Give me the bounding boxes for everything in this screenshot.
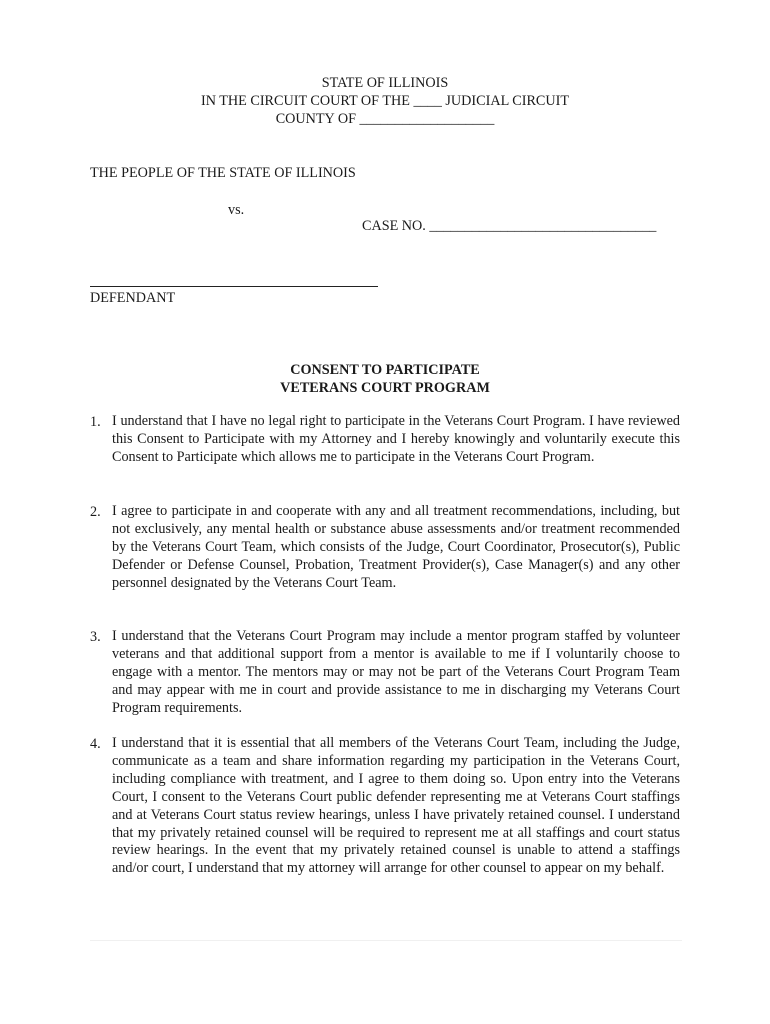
header-county: COUNTY OF ___________________ [275, 111, 495, 127]
case-number-field: CASE NO. ________________________________ [362, 218, 657, 234]
list-item-text: I understand that it is essential that all members of the Veterans Court Team, including the Judge, communicate as a team and share information regarding my participation in the Veterans Court, including compliance with treatment, and I agree to them doing so. Upon entry into the Veterans Court, I consent to the Veterans Court public defender representing me at Veterans Court staffings and at Veterans Court status review hearings, unless I have privately retained counsel. I understand that my privately retained counsel will be required to represent me at all staffings and court status review hearings. In the event that my privately retained counsel is unable to attend a staffings and/or court, I understand that my attorney will arrange for other counsel to appear on my behalf. [112, 735, 680, 877]
document-title-line-2: VETERANS COURT PROGRAM [280, 380, 490, 396]
list-item-text: I understand that the Veterans Court Program may include a mentor program staffed by volunteer veterans and that additional support from a mentor is available to me if I voluntarily choose to engage with a mentor. The mentors may or may not be part of the Veterans Court Program Team and may appear with me in court and provide assistance to me in discharging my Veterans Court Program requirements. [112, 628, 680, 716]
plaintiff-name: THE PEOPLE OF THE STATE OF ILLINOIS [90, 165, 356, 181]
list-item-number: 2. [90, 504, 101, 520]
list-item-text: I agree to participate in and cooperate with any and all treatment recommendations, including, but not exclusively, any mental health or substance abuse assessments and/or treatment recommended by the Veterans Court Team, which consists of the Judge, Court Coordinator, Prosecutor(s), Public Defender or Defense Counsel, Probation, Treatment Provider(s), Case Manager(s) and any other personnel designated by the Veterans Court Team. [112, 503, 680, 591]
list-item-text: I understand that I have no legal right to participate in the Veterans Court Program. I have reviewed this Consent to Participate with my Attorney and I hereby knowingly and voluntarily execute this Consent to Participate which allows me to participate in the Veterans Court Program. [112, 413, 680, 465]
defendant-label: DEFENDANT [90, 290, 176, 306]
defendant-name-line [90, 286, 378, 287]
versus-label: vs. [228, 202, 245, 218]
document-title-line-1: CONSENT TO PARTICIPATE [290, 362, 480, 378]
list-item-number: 1. [90, 414, 101, 430]
header-circuit-court: IN THE CIRCUIT COURT OF THE ____ JUDICIAL CIRCUIT [200, 93, 570, 109]
page-bottom-divider [90, 940, 682, 941]
list-item-number: 4. [90, 736, 101, 752]
list-item-number: 3. [90, 629, 101, 645]
header-state: STATE OF ILLINOIS [321, 75, 449, 91]
